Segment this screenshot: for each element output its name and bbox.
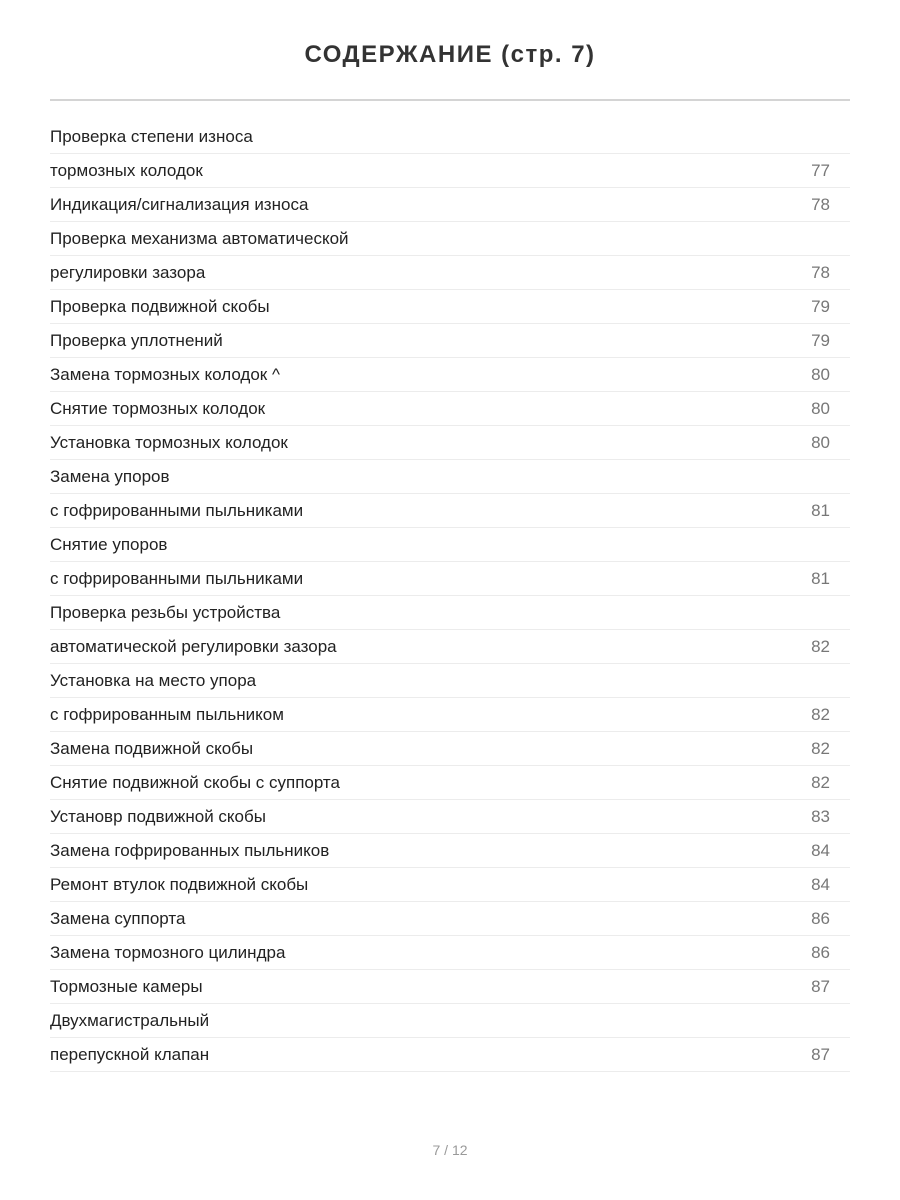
toc-entry-page: 84 [811,875,830,894]
toc-entry-title: с гофрированными пыльниками [50,501,304,520]
toc-entry-title: Тормозные камеры [50,977,203,996]
page-number: 7 / 12 [432,1142,468,1158]
toc-entry-title: Двухмагистральный [50,1011,210,1030]
toc-entry[interactable] [50,1004,850,1038]
toc-entry[interactable] [50,528,850,562]
toc-entry[interactable] [50,970,850,1004]
toc-entry-page: 78 [811,195,830,214]
toc-entry-page: 81 [811,501,830,520]
toc-entry-page: 82 [811,739,830,758]
toc-entry[interactable] [50,834,850,868]
toc-entry-title: Замена упоров [50,467,170,486]
toc-entry-page: 84 [811,841,830,860]
toc-entry[interactable] [50,800,850,834]
page-title: СОДЕРЖАНИЕ (стр. 7) [304,41,596,68]
toc-entry-title: Замена тормозных колодок ^ [50,365,280,384]
toc-entry-page: 81 [811,569,830,588]
toc-entry-title: Снятие упоров [50,535,168,554]
toc-entry-title: Снятие тормозных колодок [50,399,266,418]
toc-entry[interactable] [50,290,850,324]
toc-entry[interactable] [50,154,850,188]
toc-entry-page: 79 [811,297,830,316]
toc-entry-page: 86 [811,909,830,928]
toc-entry-page: 82 [811,773,830,792]
toc-entry-page: 83 [811,807,830,826]
toc-entry-page: 87 [811,977,830,996]
toc-entry-title: с гофрированным пыльником [50,705,284,724]
toc-entry-title: Установка на место упора [50,671,257,690]
toc-entry[interactable] [50,426,850,460]
toc-entry-title: Снятие подвижной скобы с суппорта [50,773,340,792]
toc-entry-title: Ремонт втулок подвижной скобы [50,875,309,894]
toc-entry-title: Проверка подвижной скобы [50,297,270,316]
toc-entry[interactable] [50,596,850,630]
toc-entry[interactable] [50,188,850,222]
toc-entry-title: Замена подвижной скобы [50,739,254,758]
toc-entry-title: Проверка механизма автоматической [50,229,349,248]
toc-entry-page: 79 [811,331,830,350]
toc-entry[interactable] [50,868,850,902]
toc-entry[interactable] [50,766,850,800]
toc-entry[interactable] [50,460,850,494]
toc-entry-title: регулировки зазора [50,263,206,282]
toc-entry-title: Индикация/сигнализация износа [50,195,309,214]
toc-entry[interactable] [50,256,850,290]
toc-entry-title: с гофрированными пыльниками [50,569,304,588]
toc-entry-page: 78 [811,263,830,282]
toc-entry-page: 80 [811,399,830,418]
title-divider [50,99,850,101]
toc-entry[interactable] [50,392,850,426]
toc-entry-title: Установр подвижной скобы [50,807,266,826]
toc-entry[interactable] [50,698,850,732]
toc-entry-page: 87 [811,1045,830,1064]
toc-entry-title: перепускной клапан [50,1045,210,1064]
toc-entry-title: Проверка степени износа [50,127,253,146]
toc-entry-title: Замена суппорта [50,909,186,928]
toc-entry-page: 82 [811,705,830,724]
toc-entry[interactable] [50,732,850,766]
toc-entry-title: Проверка уплотнений [50,331,223,350]
toc-entry-title: автоматической регулировки зазора [50,637,337,656]
toc-entry[interactable] [50,358,850,392]
toc-entry-title: Замена тормозного цилиндра [50,943,286,962]
toc-entry-title: Замена гофрированных пыльников [50,841,330,860]
toc-entry[interactable] [50,630,850,664]
toc-entry[interactable] [50,562,850,596]
table-of-contents [50,120,850,1072]
toc-entry-title: тормозных колодок [50,161,203,180]
toc-entry-page: 82 [811,637,830,656]
toc-entry[interactable] [50,936,850,970]
toc-entry[interactable] [50,120,850,154]
toc-entry[interactable] [50,664,850,698]
toc-entry[interactable] [50,1038,850,1072]
toc-entry-page: 77 [811,161,830,180]
toc-entry[interactable] [50,324,850,358]
toc-entry-page: 80 [811,433,830,452]
toc-entry[interactable] [50,902,850,936]
toc-entry[interactable] [50,494,850,528]
toc-entry[interactable] [50,222,850,256]
toc-entry-page: 80 [811,365,830,384]
toc-entry-title: Проверка резьбы устройства [50,603,281,622]
toc-entry-page: 86 [811,943,830,962]
toc-entry-title: Установка тормозных колодок [50,433,288,452]
